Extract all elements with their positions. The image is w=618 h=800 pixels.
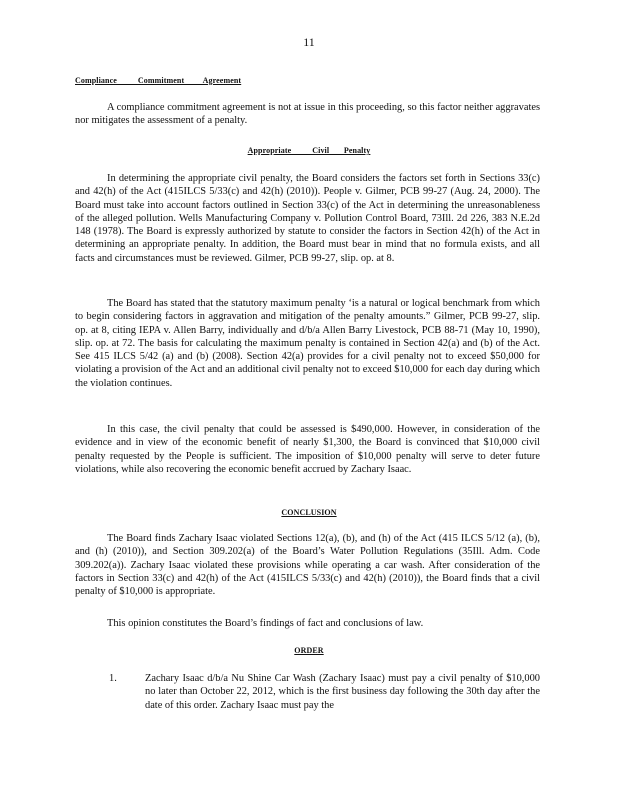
conclusion-text-1: The Board finds Zachary Isaac violated Sections 12(a), (b), and (h) of the Act (415 ILCS 5/12 (a), (b), and (h) (2010)), and Section 309.202(a) of the Board’s Water Pollution Regulations (35Ill. Adm. Code 309.202(a)). Zachary Isaac violated these provisions while operating a car wash. After consideration of the factors in Section 33(c) and 42(h) of the Act (415ILCS 5/33(c) and 42(h) (2010)), the Board finds that a civil penalty of $10,000 is appropriate.: [75, 533, 540, 598]
civil-penalty-text-3: In this case, the civil penalty that could be assessed is $490,000. However, in consideration of the evidence and in view of the economic benefit of nearly $1,300, the Board is convinced that $10,000 civil penalty requested by the People is sufficient. The imposition of $10,000 penalty will serve to deter future violations, while also recovering the economic benefit accrued by Zachary Isaac.: [75, 424, 540, 475]
civil-penalty-paragraph-2: [75, 297, 540, 390]
civil-penalty-text-1: In determining the appropriate civil penalty, the Board considers the factors set forth in Sections 33(c) and 42(h) of the Act (415ILCS 5/33(c) and 42(h) (2010)). People v. Gilmer, PCB 99-27 (Aug. 24, 2000). The Board must take into account factors outlined in Section 33(c) of the Act in determining the unreasonableness of the alleged pollution. Wells Manufacturing Company v. Pollution Control Board, 73Ill. 2d 226, 383 N.E.2d 148 (1978). The Board is expressly authorized by statute to consider the factors in Section 42(h) of the Act in determining an appropriate penalty. In addition, the Board must bear in mind that no formula exists, and all facts and circumstances must be reviewed. Gilmer, PCB 99-27, slip. op. at 8.: [75, 173, 540, 264]
conclusion-text-2: This opinion constitutes the Board’s findings of fact and conclusions of law.: [107, 618, 424, 629]
compliance-text: A compliance commitment agreement is not at issue in this proceeding, so this factor neither aggravates nor mitigates the assessment of a penalty.: [75, 102, 540, 127]
civil-penalty-paragraph-3: [75, 423, 540, 476]
order-item-number: 1.: [109, 673, 117, 684]
compliance-paragraph: [75, 101, 540, 128]
compliance-heading: Compliance Commitment Agreement: [75, 76, 242, 85]
conclusion-heading-wrap: [0, 508, 618, 517]
conclusion-heading: CONCLUSION: [281, 508, 337, 517]
conclusion-paragraph-2: [75, 617, 540, 630]
civil-penalty-heading-wrap: [0, 146, 618, 155]
page-number: 11: [303, 35, 315, 49]
civil-penalty-text-2: The Board has stated that the statutory maximum penalty ‘is a natural or logical benchmark from which to begin considering factors in aggravation and mitigation of the penalty amounts.” Gilmer, PCB 99-27, slip. op. at 8, citing IEPA v. Allen Barry, individually and d/b/a Allen Barry Livestock, PCB 88-71 (May 10, 1990), slip. op. at 72. The basis for calculating the maximum penalty is contained in Section 42(a) and (b) of the Act. See 415 ILCS 5/42 (a) and (b) (2008). Section 42(a) provides for a civil penalty not to exceed $50,000 for violating a provision of the Act and an additional civil penalty not to exceed $10,000 for each day during which the violation continues.: [75, 298, 540, 389]
order-heading-wrap: [0, 646, 618, 655]
civil-penalty-heading: Appropriate Civil Penalty: [247, 146, 371, 155]
order-heading: ORDER: [294, 646, 324, 655]
conclusion-paragraph-1: [75, 532, 540, 598]
order-item-text: Zachary Isaac d/b/a Nu Shine Car Wash (Zachary Isaac) must pay a civil penalty of $10,000 no later than October 22, 2012, which is the first business day following the 30th day after the date of this order. Zachary Isaac must pay the: [145, 673, 540, 711]
civil-penalty-paragraph-1: [75, 172, 540, 265]
